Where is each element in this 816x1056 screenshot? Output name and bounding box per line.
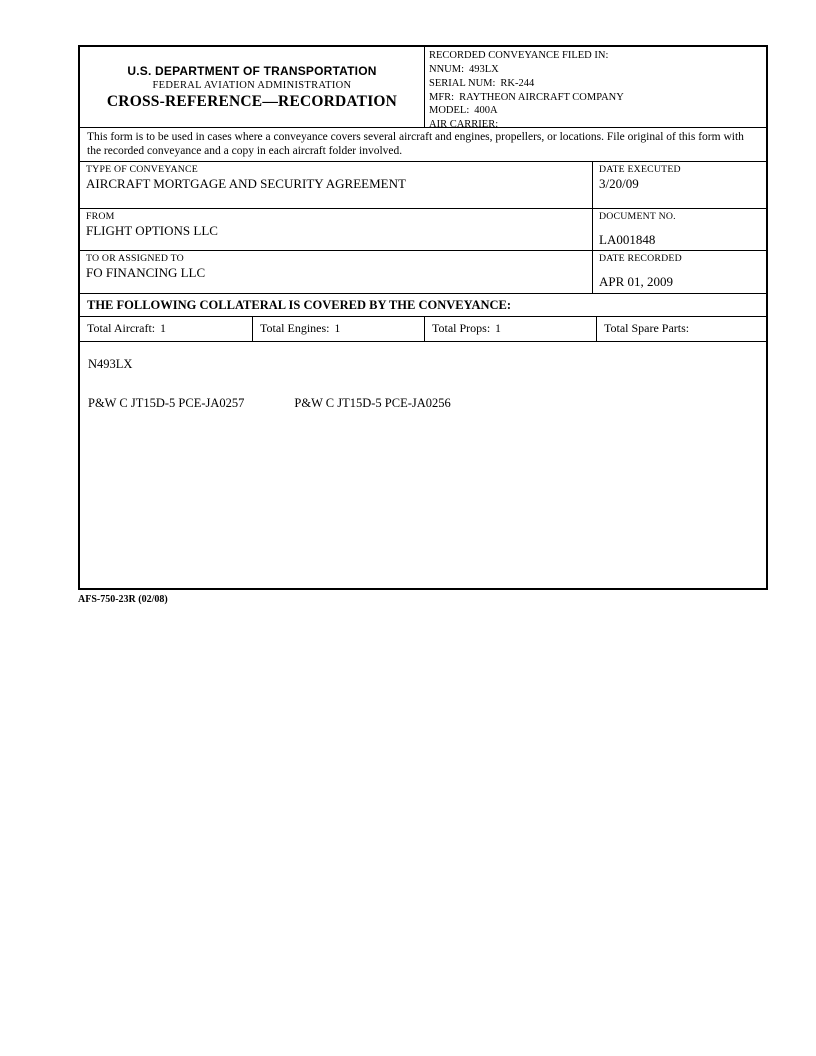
total-aircraft-value: 1 — [160, 323, 166, 336]
date-executed-cell — [592, 162, 766, 208]
to-or-assigned-value: FO FINANCING LLC — [86, 265, 206, 281]
agency-subtitle: FEDERAL AVIATION ADMINISTRATION — [152, 80, 352, 91]
total-spare-parts-label: Total Spare Parts: — [604, 321, 690, 336]
date-recorded-label: DATE RECORDED — [599, 253, 682, 265]
total-aircraft-cell — [80, 317, 252, 341]
form-instructions: This form is to be used in cases where a conveyance covers several aircraft and engines, propellers, or locations. File original of this form with the recorded conveyance and a copy in each aircraft folder involved. — [80, 127, 766, 161]
department-title: U.S. DEPARTMENT OF TRANSPORTATION — [127, 64, 377, 78]
collateral-header: THE FOLLOWING COLLATERAL IS COVERED BY THE CONVEYANCE: — [80, 293, 766, 316]
mfr-value: RAYTHEON AIRCRAFT COMPANY — [459, 91, 624, 103]
from-value: FLIGHT OPTIONS LLC — [86, 223, 218, 239]
type-of-conveyance-cell — [80, 162, 592, 208]
total-spare-parts-cell — [596, 317, 766, 341]
row-type-of-conveyance — [80, 161, 766, 208]
total-props-label: Total Props: — [432, 321, 491, 336]
total-engines-cell — [252, 317, 424, 341]
total-props-value: 1 — [495, 323, 501, 336]
model-label: MODEL: — [429, 105, 470, 117]
date-recorded-value: APR 01, 2009 — [599, 274, 674, 290]
to-or-assigned-label: TO OR ASSIGNED TO — [86, 253, 184, 265]
date-executed-value: 3/20/09 — [599, 176, 639, 192]
total-engines-label: Total Engines: — [260, 321, 330, 336]
total-props-cell — [424, 317, 596, 341]
from-cell — [80, 209, 592, 250]
total-engines-value: 1 — [334, 323, 341, 336]
nnum-value: 493LX — [469, 63, 499, 75]
type-of-conveyance-value: AIRCRAFT MORTGAGE AND SECURITY AGREEMENT — [86, 176, 406, 192]
document-no-label: DOCUMENT NO. — [599, 211, 676, 223]
recorded-conveyance-box — [424, 47, 766, 131]
totals-row — [80, 316, 766, 341]
engine-2: P&W C JT15D-5 PCE-JA0256 — [294, 396, 451, 411]
from-label: FROM — [86, 211, 115, 223]
nnum-label: NNUM: — [429, 63, 465, 75]
row-from — [80, 208, 766, 250]
collateral-body — [80, 341, 766, 588]
total-aircraft-label: Total Aircraft: — [87, 321, 156, 336]
recorded-conveyance-label: RECORDED CONVEYANCE FILED IN: — [429, 50, 609, 61]
type-of-conveyance-label: TYPE OF CONVEYANCE — [86, 164, 198, 176]
registration-number: N493LX — [88, 357, 133, 372]
form-header — [80, 47, 766, 131]
form-header-left — [80, 47, 424, 127]
serial-line — [429, 77, 762, 91]
engine-1: P&W C JT15D-5 PCE-JA0257 — [88, 396, 245, 411]
nnum-line — [429, 63, 762, 77]
mfr-label: MFR: — [429, 91, 455, 103]
to-or-assigned-cell — [80, 251, 592, 293]
model-value: 400A — [474, 105, 498, 117]
model-line — [429, 104, 762, 118]
engine-line — [88, 396, 758, 411]
faa-cross-reference-form — [78, 45, 768, 590]
document-no-cell — [592, 209, 766, 250]
row-to-or-assigned — [80, 250, 766, 293]
date-recorded-cell — [592, 251, 766, 293]
form-number: AFS-750-23R (02/08) — [78, 594, 168, 605]
date-executed-label: DATE EXECUTED — [599, 164, 681, 176]
form-title: CROSS-REFERENCE—RECORDATION — [106, 93, 398, 110]
mfr-line — [429, 91, 762, 105]
serial-label: SERIAL NUM: — [429, 77, 496, 89]
air-carrier-label: AIR CARRIER: — [429, 119, 499, 131]
document-no-value: LA001848 — [599, 232, 656, 248]
serial-value: RK-244 — [500, 77, 535, 89]
